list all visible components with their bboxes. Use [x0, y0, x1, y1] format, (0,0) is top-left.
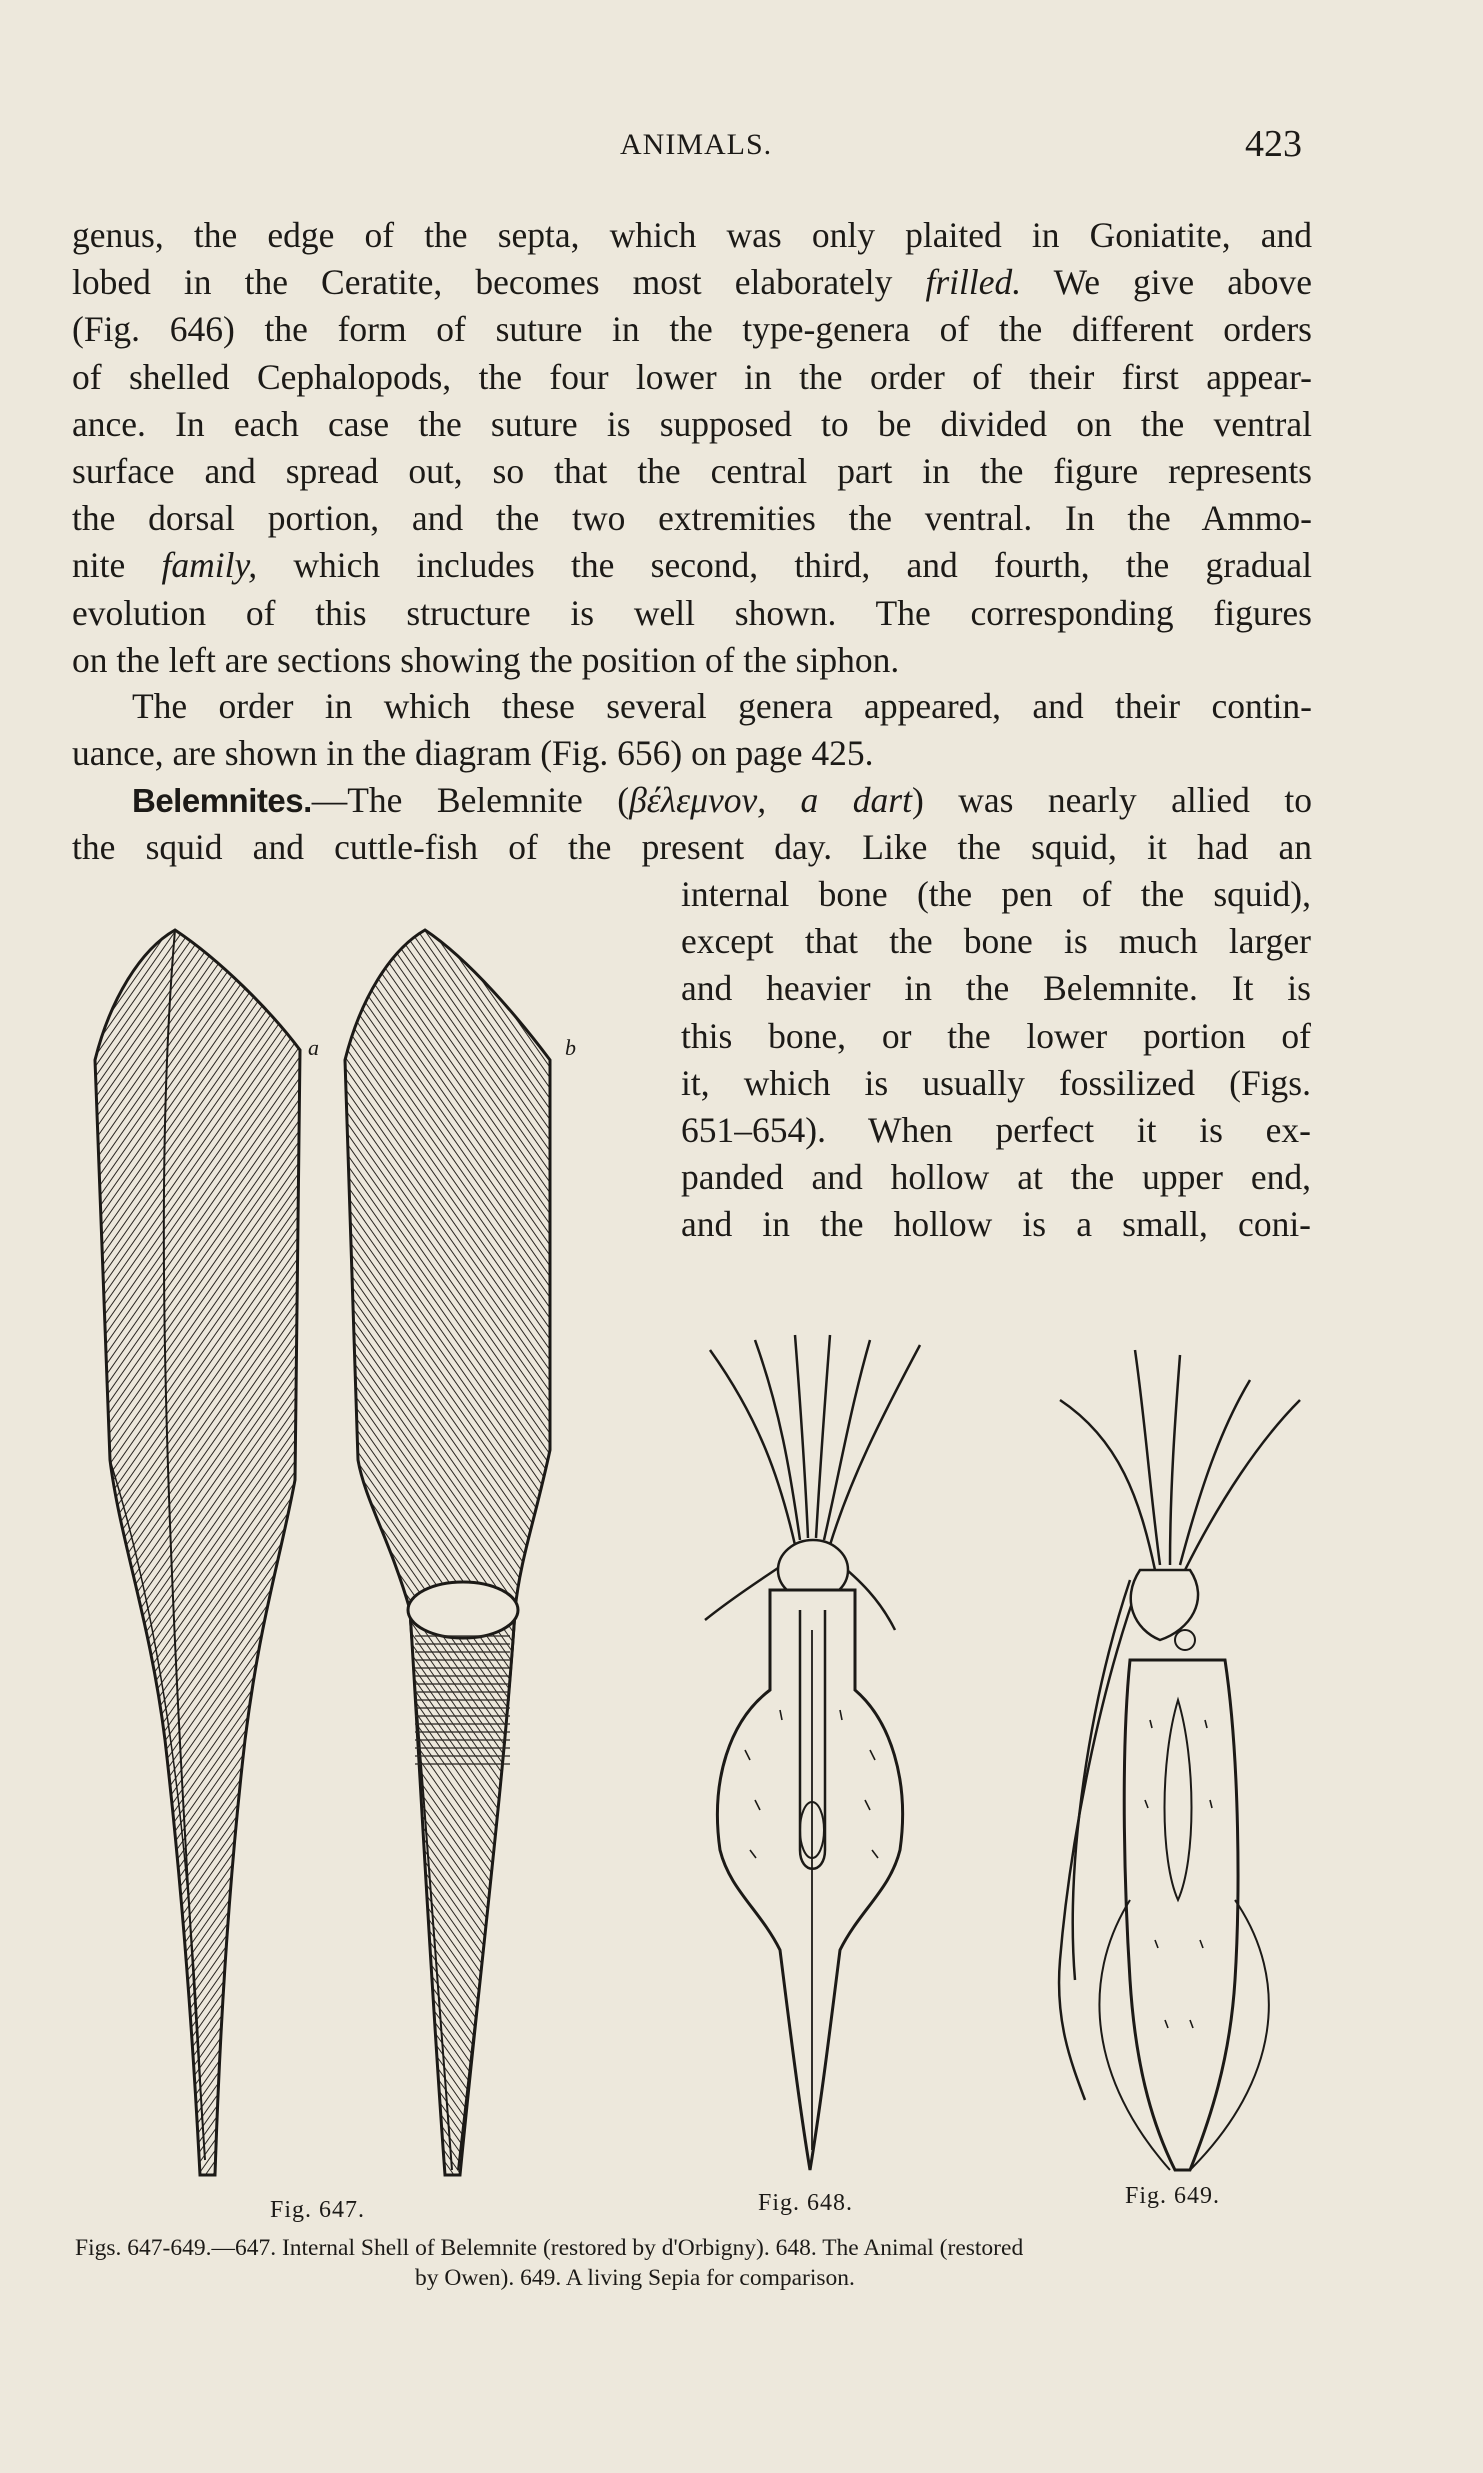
text-line	[72, 542, 1312, 589]
text-line: internal bone (the pen of the squid),	[681, 874, 1311, 914]
text-line	[72, 259, 1312, 306]
text-line: except that the bone is much larger	[681, 921, 1311, 962]
figure-caption	[75, 2233, 1315, 2293]
text-line: evolution of this structure is well shown. The corresponding figures	[72, 592, 1312, 633]
text-line: the squid and cuttle-fish of the present day. Like the squid, it had an	[72, 827, 1312, 868]
text-line: (Fig. 646) the form of suture in the type-genera of the different orders	[72, 309, 1312, 350]
text-line: surface and spread out, so that the central part in the figure represents	[72, 451, 1312, 492]
fig647-part-b-label: b	[565, 1035, 576, 1060]
text-line: The order in which these several genera appeared, and their contin-	[132, 686, 1312, 726]
text-line: and heavier in the Belemnite. It is	[681, 968, 1311, 1009]
mantle	[717, 1590, 902, 2170]
belemnite-animal-illustration	[690, 1330, 940, 2180]
paragraph-belemnites-continued	[681, 871, 1311, 1249]
text-span: We give above	[1021, 262, 1312, 303]
text-line: it, which is usually fossilized (Figs.	[681, 1062, 1311, 1103]
figure-649-sepia	[1040, 1340, 1310, 2180]
fig-648-label: Fig. 648.	[758, 2190, 854, 2216]
text-line	[72, 777, 1312, 824]
text-line: ance. In each case the suture is supposed to be divided on the ventral	[72, 403, 1312, 444]
text-line: uance, are shown in the diagram (Fig. 656) on page 425.	[72, 733, 874, 774]
figure-648-belemnite-animal	[690, 1330, 940, 2180]
running-title: ANIMALS.	[620, 128, 773, 161]
italic-term: frilled.	[925, 262, 1022, 303]
caption-line: Figs. 647-649.—647. Internal Shell of Belemnite (restored by d'Orbigny). 648. The Animal (restored	[75, 2235, 1024, 2261]
section-heading: Belemnites.	[132, 782, 312, 819]
running-head	[0, 123, 1483, 178]
sepia-mantle	[1124, 1660, 1238, 2170]
text-span: lobed in the Ceratite, becomes most elaborately	[72, 262, 926, 303]
fig-647-label: Fig. 647.	[270, 2197, 366, 2223]
text-line: of shelled Cephalopods, the four lower in the order of their first appear-	[72, 356, 1312, 397]
text-line: and in the hollow is a small, coni-	[681, 1204, 1311, 1245]
belemnite-shell-illustration	[80, 920, 640, 2185]
text-line: panded and hollow at the upper end,	[681, 1157, 1311, 1198]
italic-term: family,	[161, 545, 258, 586]
paragraph-belemnites	[72, 777, 1312, 871]
caption-line: by Owen). 649. A living Sepia for comparison.	[415, 2265, 855, 2291]
text-span: ) was nearly allied to	[911, 780, 1312, 820]
paragraph-sutures	[72, 212, 1312, 684]
shell-b	[345, 930, 550, 2175]
text-line: genus, the edge of the septa, which was only plaited in Goniatite, and	[72, 215, 1312, 255]
sepia-illustration	[1040, 1340, 1310, 2180]
text-line: on the left are sections showing the position of the siphon.	[72, 639, 900, 680]
text-span: nite	[72, 545, 162, 586]
text-span: which includes the second, third, and fourth, the gradual	[257, 545, 1313, 586]
text-line: 651–654). When perfect it is ex-	[681, 1110, 1311, 1151]
text-line: this bone, or the lower portion of	[681, 1015, 1311, 1056]
greek-term: βέλεμνον, a dart	[629, 780, 912, 820]
text-line: the dorsal portion, and the two extremities the ventral. In the Ammo-	[72, 498, 1312, 539]
page-number: 423	[1245, 123, 1302, 165]
text-span: —The Belemnite (	[311, 780, 630, 820]
figure-647-belemnite-shell	[80, 920, 640, 2185]
paragraph-order	[72, 683, 1312, 777]
shell-a	[95, 930, 300, 2175]
fig647-part-a-label: a	[308, 1035, 319, 1060]
fig-649-label: Fig. 649.	[1125, 2183, 1221, 2209]
